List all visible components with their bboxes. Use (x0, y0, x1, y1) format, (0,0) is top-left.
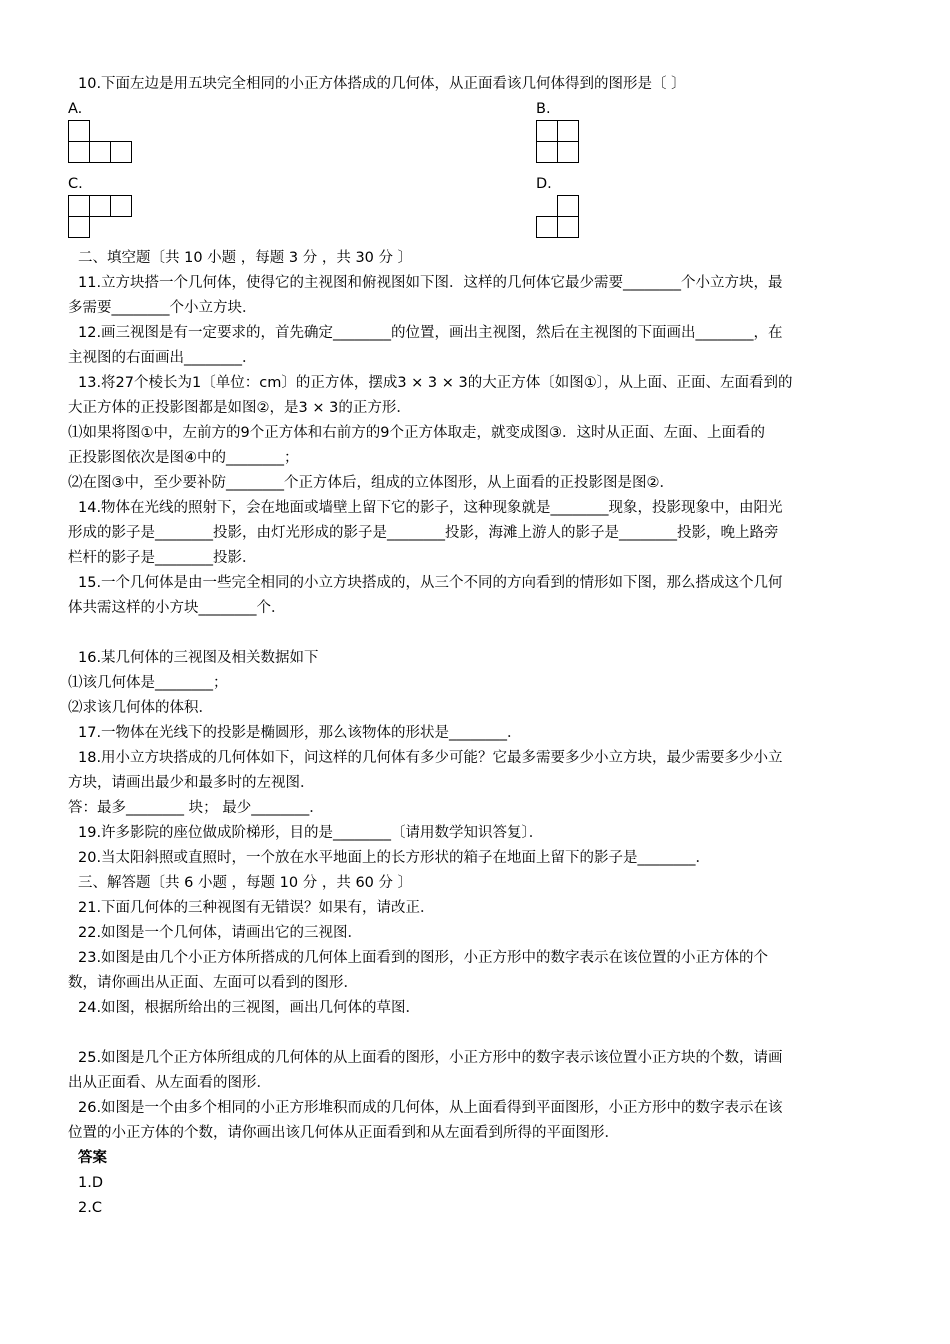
option-b-label: B. (536, 101, 551, 117)
question-13-line-4: 正投影图依次是图④中的________； (68, 450, 299, 466)
question-13-line-1: 13.将27个棱长为1〔单位：cm〕的正方体，摆成3 × 3 × 3的大正方体〔如图①〕，从上面、正面、左面看到的 (78, 375, 793, 391)
question-16: 16.某几何体的三视图及相关数据如下 (78, 650, 319, 666)
question-13-part-2: ⑵在图③中，至少要补防________个正方体后，组成的立体图形，从上面看的正投影图是图②． (68, 475, 674, 491)
question-11-line-1: 11.立方块搭一个几何体，使得它的主视图和俯视图如下图．这样的几何体它最少需要________个小立方块，最 (78, 275, 783, 291)
question-14-line-1: 14.物体在光线的照射下，会在地面或墙壁上留下它的影子，这种现象就是________现象，投影现象中，由阳光 (78, 500, 783, 516)
question-16-part-1: ⑴该几何体是________； (68, 675, 228, 691)
option-a-figure (68, 120, 134, 164)
question-10: 10.下面左边是用五块完全相同的小正方体搭成的几何体，从正面看该几何体得到的图形是〔 〕 (78, 76, 686, 92)
question-17: 17.一物体在光线下的投影是椭圆形，那么该物体的形状是________． (78, 725, 522, 741)
question-19: 19.许多影院的座位做成阶梯形，目的是________〔请用数学知识答复〕． (78, 825, 544, 841)
square (68, 195, 90, 217)
option-d-label: D. (536, 176, 552, 192)
square (536, 120, 558, 142)
square (110, 141, 132, 163)
square (536, 216, 558, 238)
question-23-line-2: 数，请你画出从正面、左面可以看到的图形． (68, 975, 358, 991)
question-20: 20.当太阳斜照或直照时，一个放在水平地面上的长方形状的箱子在地面上留下的影子是________． (78, 850, 711, 866)
square (68, 141, 90, 163)
question-18-answer: 答：最多________ 块； 最少________． (68, 800, 324, 816)
square (536, 141, 558, 163)
question-22: 22.如图是一个几何体，请画出它的三视图． (78, 925, 363, 941)
answer-heading: 答案 (78, 1150, 107, 1166)
question-18-line-1: 18.用小立方块搭成的几何体如下，问这样的几何体有多少可能？它最多需要多少小立方块，最少需要多少小立 (78, 750, 783, 766)
question-23-line-1: 23.如图是由几个小正方体所搭成的几何体上面看到的图形，小正方形中的数字表示在该位置的小正方体的个 (78, 950, 769, 966)
square (89, 195, 111, 217)
option-c-label: C. (68, 176, 83, 192)
square (89, 141, 111, 163)
square (68, 120, 90, 142)
question-24: 24.如图，根据所给出的三视图，画出几何体的草图． (78, 1000, 421, 1016)
square (110, 195, 132, 217)
question-26-line-1: 26.如图是一个由多个相同的小正方形堆积而成的几何体，从上面看得到平面图形，小正方形中的数字表示在该 (78, 1100, 783, 1116)
square (557, 216, 579, 238)
square (557, 120, 579, 142)
question-16-part-2: ⑵求该几何体的体积． (68, 700, 213, 716)
question-11-line-2: 多需要________个小立方块． (68, 300, 257, 316)
question-25-line-1: 25.如图是几个正方体所组成的几何体的从上面看的图形，小正方形中的数字表示该位置小正方块的个数，请画 (78, 1050, 783, 1066)
question-15-line-2: 体共需这样的小方块________个． (68, 600, 286, 616)
option-a-label: A. (68, 101, 83, 117)
question-14-line-2: 形成的影子是________投影，由灯光形成的影子是________投影，海滩上游人的影子是________投影，晚上路旁 (68, 525, 779, 541)
option-b-figure (536, 120, 580, 164)
question-15-line-1: 15.一个几何体是由一些完全相同的小立方块搭成的，从三个不同的方向看到的情形如下图，那么搭成这个几何 (78, 575, 783, 591)
answer-1: 1.D (78, 1175, 103, 1191)
option-c-figure (68, 195, 134, 239)
question-26-line-2: 位置的小正方体的个数，请你画出该几何体从正面看到和从左面看到所得的平面图形． (68, 1125, 619, 1141)
option-d-figure (536, 195, 580, 239)
answer-2: 2.C (78, 1200, 102, 1216)
question-21: 21.下面几何体的三种视图有无错误？如果有，请改正． (78, 900, 435, 916)
square (557, 195, 579, 217)
section-2-heading: 二、填空题〔共 10 小题 ，每题 3 分 ，共 30 分 〕 (78, 250, 413, 266)
question-12-line-2: 主视图的右面画出________． (68, 350, 257, 366)
question-25-line-2: 出从正面看、从左面看的图形． (68, 1075, 271, 1091)
question-18-line-2: 方块，请画出最少和最多时的左视图． (68, 775, 315, 791)
square (68, 216, 90, 238)
question-12-line-1: 12.画三视图是有一定要求的，首先确定________的位置，画出主视图，然后在主视图的下面画出________，在 (78, 325, 783, 341)
question-14-line-3: 栏杆的影子是________投影． (68, 550, 257, 566)
section-3-heading: 三、解答题〔共 6 小题 ，每题 10 分 ，共 60 分 〕 (78, 875, 413, 891)
square (557, 141, 579, 163)
question-13-line-2: 大正方体的正投影图都是如图②，是3 × 3的正方形． (68, 400, 411, 416)
question-13-part-1: ⑴如果将图①中，左前方的9个正方体和右前方的9个正方体取走，就变成图③．这时从正面、左面、上面看的 (68, 425, 765, 441)
